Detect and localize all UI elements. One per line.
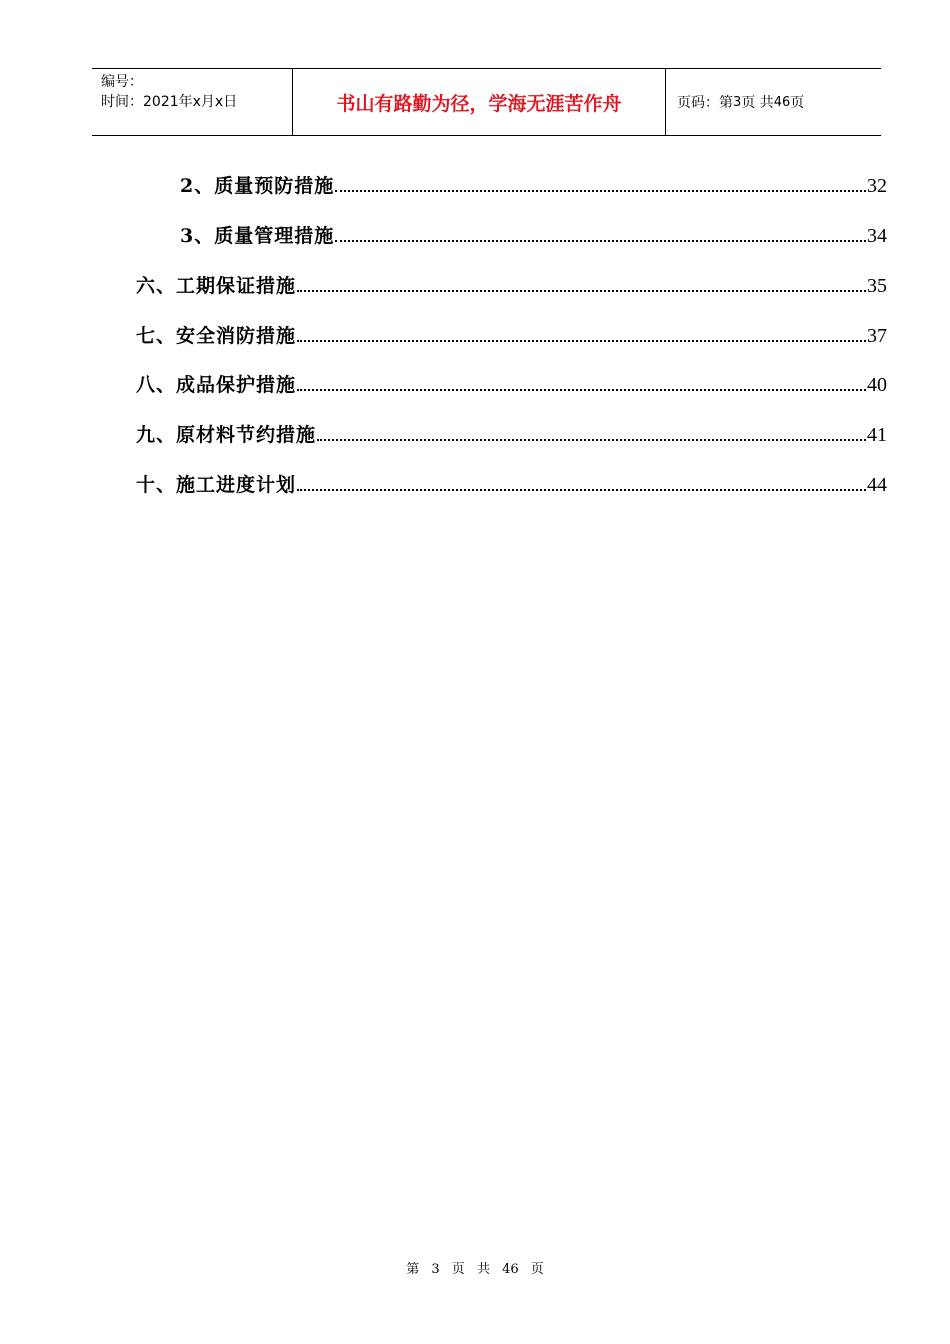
toc-leader-dots <box>297 388 866 391</box>
header-pager <box>666 69 881 135</box>
toc-entry-page: 41 <box>867 424 887 446</box>
toc-leader-dots <box>297 488 866 491</box>
footer-total-pages: 46 <box>502 1262 519 1277</box>
toc-entry-page: 37 <box>867 325 887 347</box>
toc-entry-page: 35 <box>867 275 887 297</box>
serial-label: 编号： <box>101 74 143 90</box>
pager-mid: 页 共 <box>741 95 774 111</box>
toc-entry-title: 七、安全消防措施 <box>136 325 297 347</box>
toc-entry-title: 六、工期保证措施 <box>136 275 297 297</box>
toc-entry-page: 32 <box>867 175 887 197</box>
toc-entry[interactable] <box>180 220 887 248</box>
header-meta <box>92 69 293 135</box>
footer-word: 页 <box>530 1262 544 1277</box>
page-footer <box>0 1258 950 1277</box>
toc-entry-title: 八、成品保护措施 <box>136 374 297 396</box>
header-motto: 书山有路勤为径，学海无涯苦作舟 <box>293 69 666 135</box>
toc-entry[interactable] <box>136 270 887 298</box>
toc-entry-title: 2、质量预防措施 <box>180 175 335 197</box>
pager-total: 46 <box>773 94 791 110</box>
toc-leader-dots <box>297 289 866 292</box>
toc-leader-dots <box>335 239 866 242</box>
footer-word: 共 <box>476 1262 490 1277</box>
toc-entry-title: 3、质量管理措施 <box>180 225 335 247</box>
toc-entry[interactable] <box>136 369 887 397</box>
toc-leader-dots <box>317 438 866 441</box>
pager-current: 3 <box>733 94 742 110</box>
toc-entry-page: 40 <box>867 374 887 396</box>
page-header <box>92 68 881 136</box>
toc-entry[interactable] <box>180 170 887 198</box>
pager-suffix: 页 <box>790 95 805 111</box>
toc-entry[interactable] <box>136 469 887 497</box>
toc-entry-page: 34 <box>867 225 887 247</box>
toc-entry[interactable] <box>136 320 887 348</box>
toc-leader-dots <box>335 189 866 192</box>
footer-word: 页 <box>451 1262 465 1277</box>
toc-leader-dots <box>297 339 866 342</box>
toc-entry-title: 九、原材料节约措施 <box>136 424 317 446</box>
time-label: 时间：2021年x月x日 <box>101 94 238 110</box>
toc-entry[interactable] <box>136 419 887 447</box>
footer-current-page: 3 <box>431 1262 440 1277</box>
footer-word: 第 <box>406 1262 420 1277</box>
toc-entry-title: 十、施工进度计划 <box>136 474 297 496</box>
pager-prefix: 页码：第 <box>677 95 733 111</box>
toc-entry-page: 44 <box>867 474 887 496</box>
